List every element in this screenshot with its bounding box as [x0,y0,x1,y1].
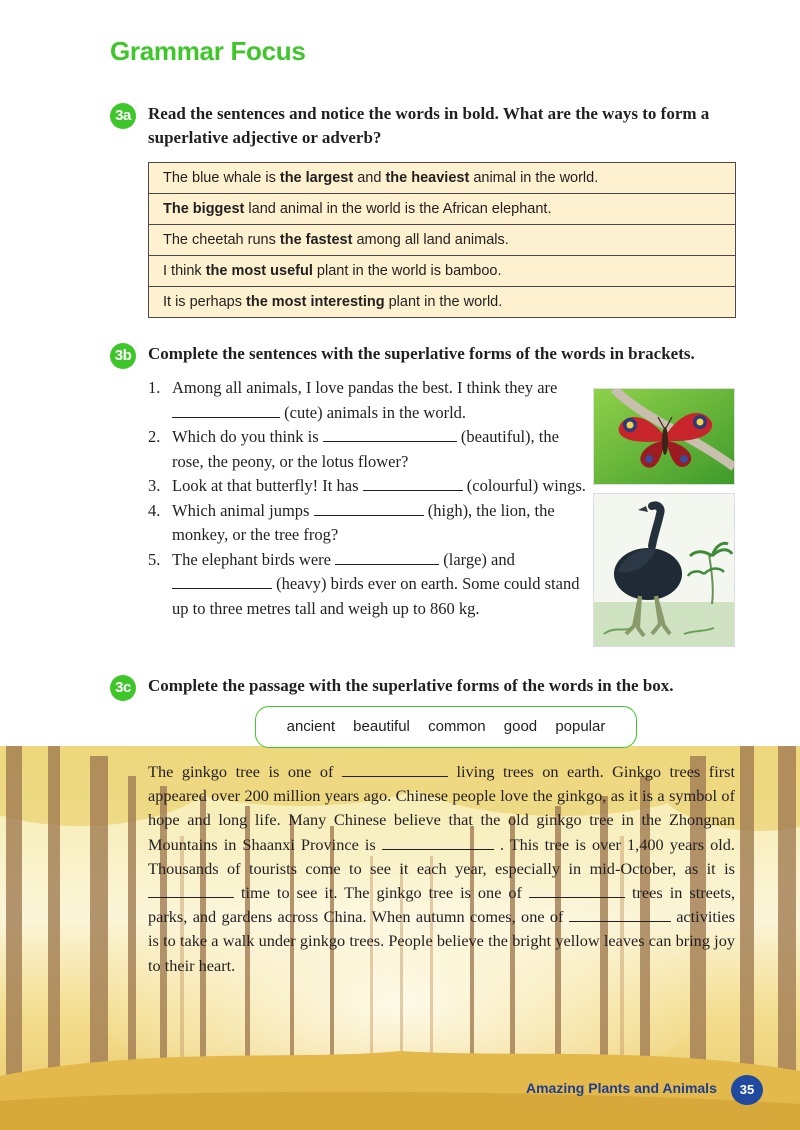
answer-blank[interactable] [529,883,625,898]
section-badge-3c: 3c [110,675,136,701]
answer-blank[interactable] [148,883,234,898]
example-sentences-table [148,162,736,318]
word-beautiful: beautiful [353,718,410,735]
page-title: Grammar Focus [110,36,306,66]
exercise-list [148,376,588,621]
section-badge-3b: 3b [110,343,136,369]
unit-title: Amazing Plants and Animals [526,1080,717,1096]
word-common: common [428,718,486,735]
example-row: The cheetah runs the fastest among all land animals. [149,225,735,256]
example-row: The blue whale is the largest and the heaviest animal in the world. [149,163,735,194]
list-item: 3. Look at that butterfly! It has (colourful) wings. [148,476,586,495]
ginkgo-passage: The ginkgo tree is one of living trees on earth. Ginkgo trees first appeared over 200 million years ago. Chinese people love the ginkgo, as it is a symbol of hope and long life. Many Chinese believe that the old ginkgo tree in the Zhongnan Mountains in Shaanxi Province is . This tree is over 1,400 years old. Thousands of tourists come to see it each year, especially in mid-October, as it is time to see it. The ginkgo tree is one of trees in streets, parks, and gardens across China. When autumn comes, one of activities is to take a walk under ginkgo trees. People believe the bright yellow leaves can bring joy to their heart. [148,762,736,975]
list-item: 4. Which animal jumps (high), the lion, the monkey, or the tree frog? [148,500,555,544]
answer-blank[interactable] [382,835,494,850]
list-item: 1. Among all animals, I love pandas the best. I think they are (cute) animals in the world. [148,378,558,422]
section-badge-3a: 3a [110,103,136,129]
list-item: 5. The elephant birds were (large) and (heavy) birds ever on earth. Some could stand up to three metres tall and weigh up to 860 kg. [148,549,580,618]
instruction-3a: Read the sentences and notice the words in bold. What are the ways to form a superlative adjective or adverb? [148,104,710,147]
page-number: 35 [731,1075,763,1105]
list-item: 2. Which do you think is (beautiful), the rose, the peony, or the lotus flower? [148,427,559,471]
answer-blank[interactable] [172,574,272,589]
answer-blank[interactable] [363,476,463,491]
word-ancient: ancient [286,718,335,735]
answer-blank[interactable] [314,501,424,516]
elephant-bird-image [593,493,735,647]
instruction-3c: Complete the passage with the superlative forms of the words in the box. [148,676,674,695]
word-good: good [503,718,538,735]
word-box [255,706,637,748]
example-row: I think the most useful plant in the world is bamboo. [149,256,735,287]
example-row: It is perhaps the most interesting plant in the world. [163,294,503,310]
answer-blank[interactable] [172,403,280,418]
example-row: The biggest land animal in the world is the African elephant. [149,194,735,225]
answer-blank[interactable] [335,550,439,565]
answer-blank[interactable] [569,907,671,922]
answer-blank[interactable] [323,427,457,442]
answer-blank[interactable] [342,762,448,777]
butterfly-image [593,388,735,485]
instruction-3b: Complete the sentences with the superlative forms of the words in brackets. [148,344,695,363]
word-popular: popular [555,718,606,735]
